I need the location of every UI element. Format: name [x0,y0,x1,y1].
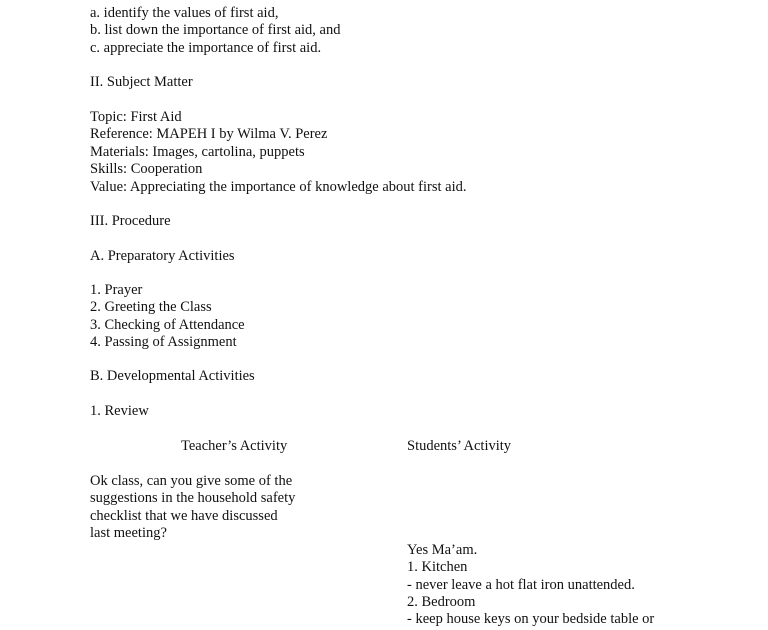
preparatory-item: 4. Passing of Assignment [90,334,237,350]
preparatory-item: 2. Greeting the Class [90,299,212,315]
student-line: - never leave a hot flat iron unattended. [407,577,635,593]
topic-line: Topic: First Aid [90,109,182,125]
teacher-line: Ok class, can you give some of the [90,473,293,489]
reference-line: Reference: MAPEH I by Wilma V. Perez [90,126,328,142]
student-line: 2. Bedroom [407,594,476,610]
developmental-heading: B. Developmental Activities [90,368,255,384]
students-activity-header: Students’ Activity [407,438,512,454]
objective-b: b. list down the importance of first aid, and [90,22,341,38]
objective-c: c. appreciate the importance of first aid. [90,40,322,56]
teacher-line: last meeting? [90,525,167,541]
teacher-line: checklist that we have discussed [90,508,278,524]
preparatory-item: 3. Checking of Attendance [90,317,245,333]
teacher-activity-header: Teacher’s Activity [181,438,288,454]
student-line: - keep house keys on your bedside table or [407,611,655,627]
skills-line: Skills: Cooperation [90,161,203,177]
value-line: Value: Appreciating the importance of knowledge about first aid. [90,179,467,195]
subject-matter-heading: II. Subject Matter [90,74,193,90]
student-line: Yes Ma’am. [407,542,478,558]
preparatory-heading: A. Preparatory Activities [90,248,235,264]
objective-a: a. identify the values of first aid, [90,5,279,21]
procedure-heading: III. Procedure [90,213,171,229]
materials-line: Materials: Images, cartolina, puppets [90,144,305,160]
review-heading: 1. Review [90,403,149,419]
student-line: 1. Kitchen [407,559,468,575]
preparatory-item: 1. Prayer [90,282,143,298]
teacher-line: suggestions in the household safety [90,490,296,506]
